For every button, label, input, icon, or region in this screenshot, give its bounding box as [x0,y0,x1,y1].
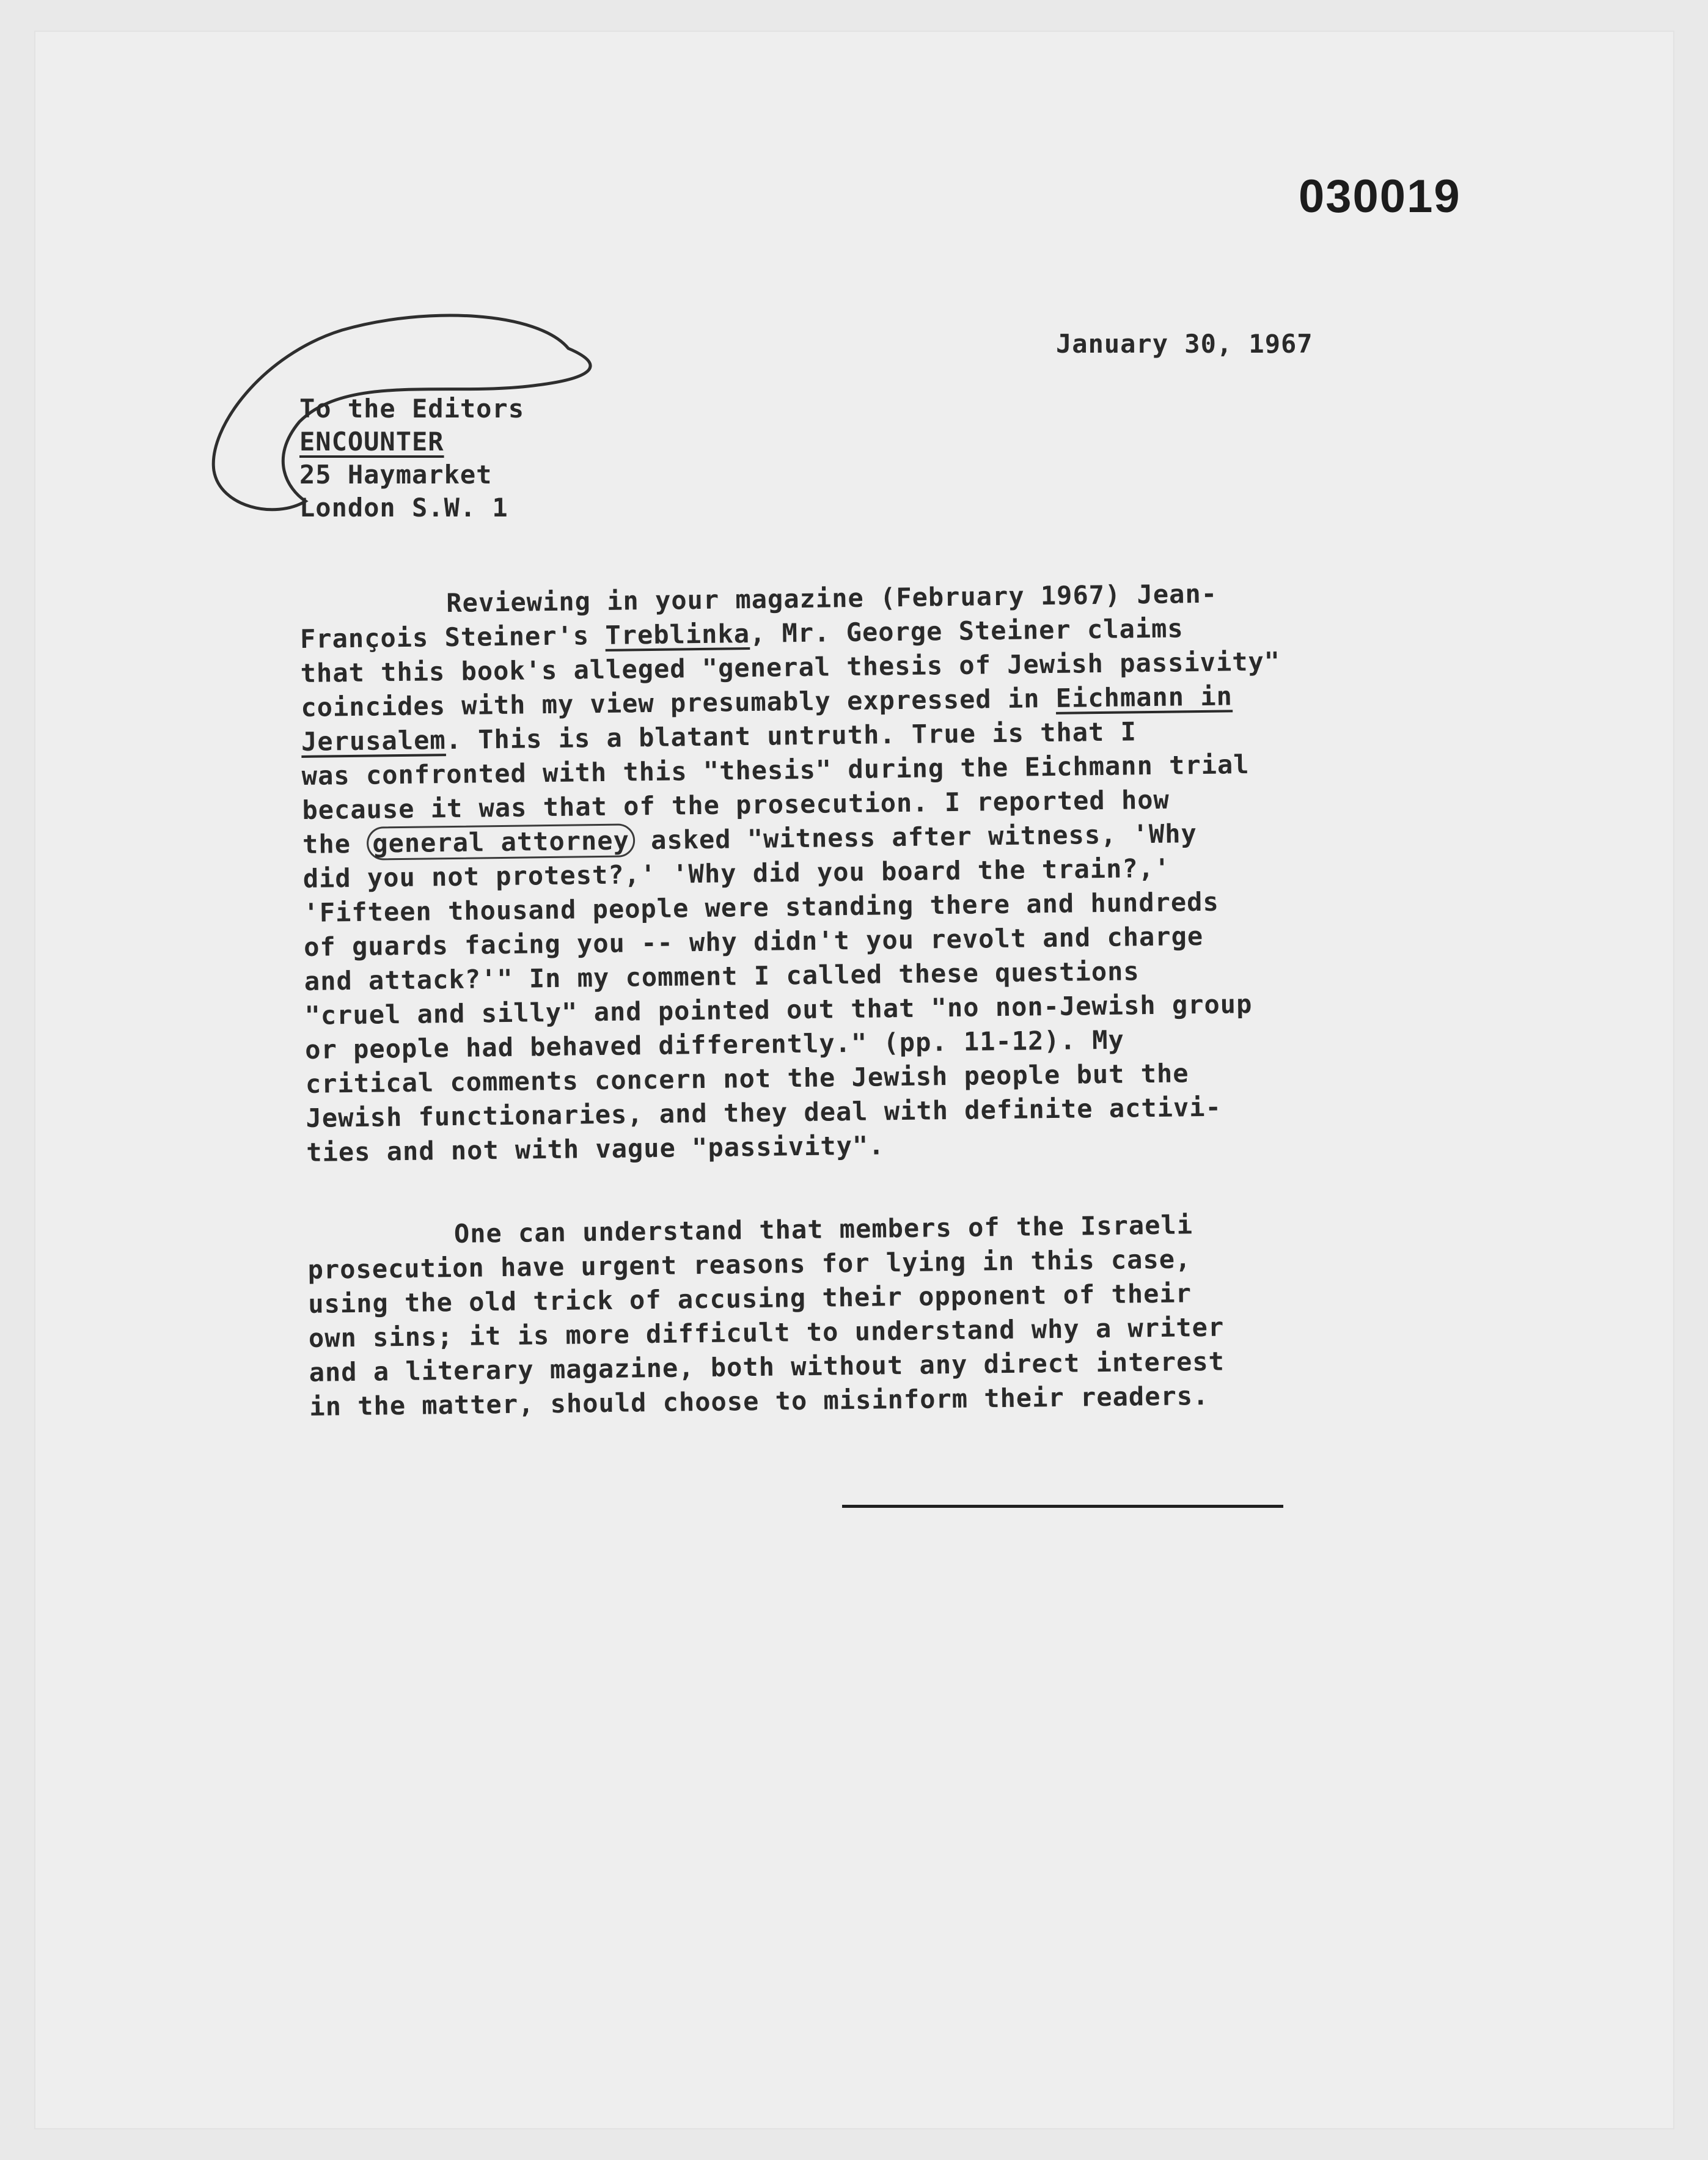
text-segment: coincides with my view presumably expressed in [301,683,1057,722]
signature-line [842,1505,1283,1508]
text-line: Reviewing in your magazine (February 1967) Jean- [446,578,1218,619]
text-line: because it was that of the prosecution. I reported how [302,784,1170,825]
recipient-address [299,392,524,524]
paragraph-2 [307,1206,1349,1424]
letter-date: January 30, 1967 [1056,329,1313,359]
text-line: in the matter, should choose to misinform their readers. [309,1380,1209,1422]
text-line: and attack?'" In my comment I called these questions [304,956,1140,996]
circled-phrase: general attorney [367,823,635,860]
text-line: did you not protest?,' 'Why did you board the train?,' [302,853,1171,894]
text-segment: . This is a blatant untruth. True is that I [445,716,1137,755]
text-line: was confronted with this "thesis" during the Eichmann trial [301,749,1250,791]
text-segment: , Mr. George Steiner claims [749,613,1184,648]
paragraph-1 [299,575,1346,1170]
text-line: that this book's alleged "general thesis of Jewish passivity" [300,646,1281,688]
text-line: own sins; it is more difficult to understand why a writer [308,1312,1225,1353]
recipient-line: 25 Haymarket [299,460,493,490]
text-line: "cruel and silly" and pointed out that "no non-Jewish group [304,989,1253,1030]
book-title: Treblinka [605,619,750,650]
book-title: Eichmann in [1055,681,1233,713]
recipient-line: To the Editors [299,394,525,424]
text-line: of guards facing you -- why didn't you revolt and charge [303,920,1204,962]
text-line: ties and not with vague "passivity". [306,1130,885,1167]
text-line: and a literary magazine, both without any direct interest [309,1346,1225,1387]
letter-body [299,575,1349,1473]
text-line: One can understand that members of the Israeli [453,1210,1193,1249]
text-line: Jewish functionaries, and they deal with definite activi- [306,1092,1222,1133]
text-line: critical comments concern not the Jewish people but the [305,1058,1189,1099]
text-line: using the old trick of accusing their opponent of their [308,1278,1192,1319]
text-segment: the [302,828,367,859]
text-line: 'Fifteen thousand people were standing there and hundreds [303,886,1219,928]
document-number: 030019 [1299,171,1461,222]
text-segment: asked "witness after witness, 'Why [634,818,1198,856]
book-title: Jerusalem [301,725,446,757]
text-line: prosecution have urgent reasons for lying in this case, [307,1244,1192,1285]
text-segment: François Steiner's [299,620,606,654]
text-line: or people had behaved differently." (pp. 11-12). My [304,1024,1125,1065]
recipient-line: ENCOUNTER [299,427,444,457]
recipient-line: London S.W. 1 [299,493,508,523]
